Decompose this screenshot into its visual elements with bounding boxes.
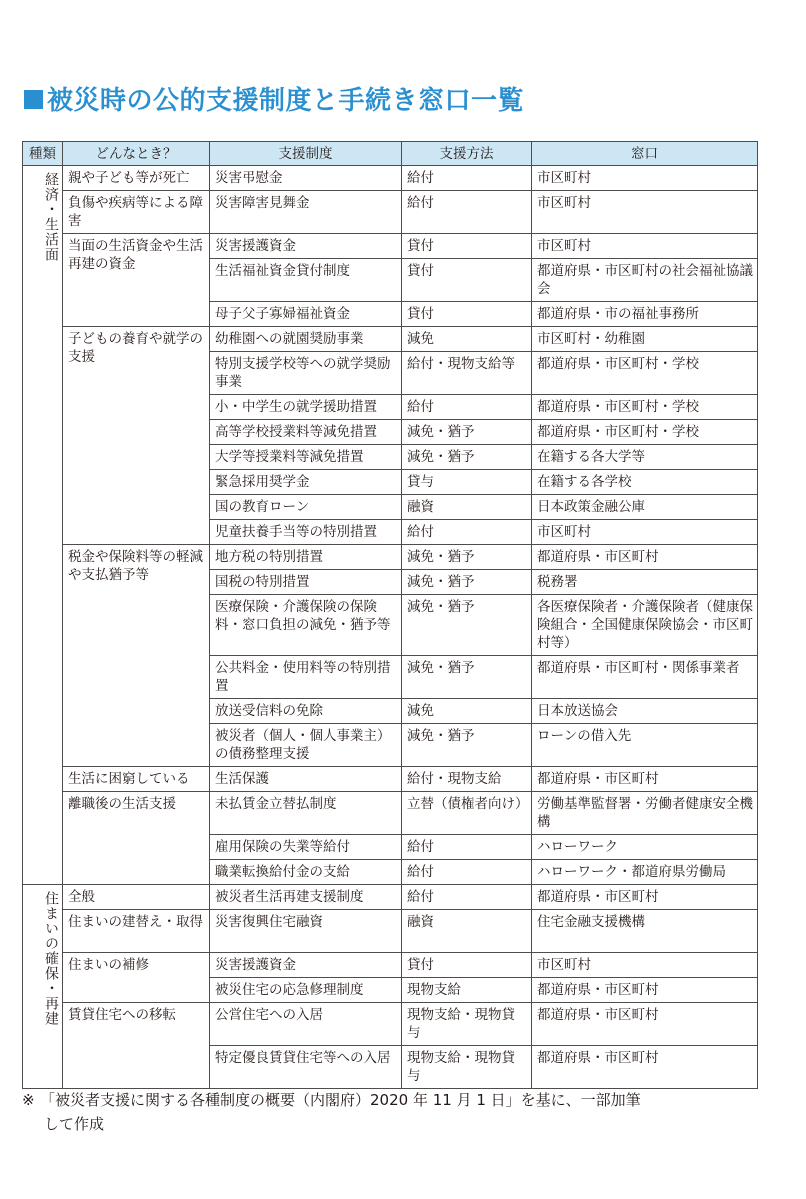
table-row [23, 166, 758, 191]
method-cell: 給付 [402, 395, 532, 420]
office-cell: 都道府県・市区町村・関係事業者 [532, 656, 758, 699]
office-cell: 市区町村 [532, 166, 758, 191]
program-cell: 未払賃金立替払制度 [210, 792, 402, 835]
category-cell: 住まいの確保・再建 [23, 885, 63, 1089]
when-cell: 親や子ども等が死亡 [63, 166, 210, 191]
office-cell: 日本放送協会 [532, 699, 758, 724]
office-cell: 在籍する各大学等 [532, 445, 758, 470]
program-cell: 特定優良賃貸住宅等への入居 [210, 1046, 402, 1089]
program-cell: 国税の特別措置 [210, 570, 402, 595]
method-cell: 貸付 [402, 302, 532, 327]
program-cell: 放送受信料の免除 [210, 699, 402, 724]
office-cell: 都道府県・市区町村 [532, 978, 758, 1003]
program-cell: 公共料金・使用料等の特別措置 [210, 656, 402, 699]
office-cell: ハローワーク・都道府県労働局 [532, 860, 758, 885]
method-cell: 貸付 [402, 259, 532, 302]
method-cell: 減免 [402, 327, 532, 352]
when-cell: 住まいの建替え・取得 [63, 910, 210, 953]
table-header-row [23, 142, 758, 166]
method-cell: 給付 [402, 885, 532, 910]
program-cell: 被災者（個人・個人事業主）の債務整理支援 [210, 724, 402, 767]
header-program: 支援制度 [210, 142, 402, 166]
method-cell: 現物支給 [402, 978, 532, 1003]
page-title-text: 被災時の公的支援制度と手続き窓口一覧 [47, 86, 525, 116]
method-cell: 現物支給・現物貸与 [402, 1003, 532, 1046]
when-cell: 子どもの養育や就学の支援 [63, 327, 210, 545]
when-cell: 住まいの補修 [63, 953, 210, 1003]
footnote-line-2: して作成 [44, 1115, 105, 1133]
program-cell: 災害障害見舞金 [210, 191, 402, 234]
method-cell: 給付 [402, 166, 532, 191]
when-cell: 賃貸住宅への移転 [63, 1003, 210, 1089]
office-cell: 市区町村 [532, 191, 758, 234]
program-cell: 被災者生活再建支援制度 [210, 885, 402, 910]
program-cell: 職業転換給付金の支給 [210, 860, 402, 885]
table-row [23, 767, 758, 792]
method-cell: 貸与 [402, 470, 532, 495]
office-cell: 日本政策金融公庫 [532, 495, 758, 520]
program-cell: 被災住宅の応急修理制度 [210, 978, 402, 1003]
office-cell: 都道府県・市区町村・学校 [532, 395, 758, 420]
program-cell: 医療保険・介護保険の保険料・窓口負担の減免・猶予等 [210, 595, 402, 656]
office-cell: 都道府県・市の福祉事務所 [532, 302, 758, 327]
method-cell: 貸付 [402, 953, 532, 978]
office-cell: 都道府県・市区町村 [532, 1003, 758, 1046]
program-cell: 小・中学生の就学援助措置 [210, 395, 402, 420]
office-cell: ハローワーク [532, 835, 758, 860]
program-cell: 母子父子寡婦福祉資金 [210, 302, 402, 327]
program-cell: 大学等授業料等減免措置 [210, 445, 402, 470]
header-when: どんなとき？ [63, 142, 210, 166]
office-cell: 都道府県・市区町村 [532, 1046, 758, 1089]
method-cell: 減免・猶予 [402, 420, 532, 445]
office-cell: 都道府県・市区町村 [532, 767, 758, 792]
method-cell: 減免・猶予 [402, 545, 532, 570]
method-cell: 現物支給・現物貸与 [402, 1046, 532, 1089]
program-cell: 生活保護 [210, 767, 402, 792]
program-cell: 災害復興住宅融資 [210, 910, 402, 953]
office-cell: 市区町村 [532, 234, 758, 259]
header-method: 支援方法 [402, 142, 532, 166]
when-cell: 税金や保険料等の軽減や支払猶予等 [63, 545, 210, 767]
method-cell: 給付 [402, 520, 532, 545]
footnote-line-1: 「被災者支援に関する各種制度の概要（内閣府）2020 年 11 月 1 日」を基に、一部加筆 [40, 1091, 641, 1109]
method-cell: 減免・猶予 [402, 445, 532, 470]
office-cell: 市区町村・幼稚園 [532, 327, 758, 352]
program-cell: 生活福祉資金貸付制度 [210, 259, 402, 302]
method-cell: 減免・猶予 [402, 595, 532, 656]
office-cell: 税務署 [532, 570, 758, 595]
office-cell: 市区町村 [532, 520, 758, 545]
table-row [23, 953, 758, 978]
method-cell: 立替（債権者向け） [402, 792, 532, 835]
category-cell: 経済・生活面 [23, 166, 63, 885]
when-cell: 当面の生活資金や生活再建の資金 [63, 234, 210, 327]
method-cell: 減免・猶予 [402, 570, 532, 595]
office-cell: 在籍する各学校 [532, 470, 758, 495]
header-type: 種類 [23, 142, 63, 166]
method-cell: 減免 [402, 699, 532, 724]
method-cell: 貸付 [402, 234, 532, 259]
table-row [23, 191, 758, 234]
method-cell: 融資 [402, 495, 532, 520]
program-cell: 国の教育ローン [210, 495, 402, 520]
when-cell: 生活に困窮している [63, 767, 210, 792]
method-cell: 給付・現物支給 [402, 767, 532, 792]
table-row [23, 885, 758, 910]
method-cell: 給付 [402, 860, 532, 885]
program-cell: 緊急採用奨学金 [210, 470, 402, 495]
office-cell: 都道府県・市区町村の社会福祉協議会 [532, 259, 758, 302]
office-cell: ローンの借入先 [532, 724, 758, 767]
footnote-mark: ※ [22, 1091, 35, 1109]
footnote [22, 1088, 762, 1136]
support-programs-table [22, 141, 758, 1089]
office-cell: 各医療保険者・介護保険者（健康保険組合・全国健康保険協会・市区町村等） [532, 595, 758, 656]
page-title [24, 80, 524, 117]
method-cell: 給付 [402, 835, 532, 860]
office-cell: 住宅金融支援機構 [532, 910, 758, 953]
office-cell: 市区町村 [532, 953, 758, 978]
method-cell: 給付・現物支給等 [402, 352, 532, 395]
method-cell: 融資 [402, 910, 532, 953]
table-row [23, 910, 758, 953]
program-cell: 児童扶養手当等の特別措置 [210, 520, 402, 545]
table-row [23, 327, 758, 352]
program-cell: 地方税の特別措置 [210, 545, 402, 570]
office-cell: 労働基準監督署・労働者健康安全機構 [532, 792, 758, 835]
office-cell: 都道府県・市区町村 [532, 885, 758, 910]
program-cell: 高等学校授業料等減免措置 [210, 420, 402, 445]
office-cell: 都道府県・市区町村・学校 [532, 420, 758, 445]
program-cell: 公営住宅への入居 [210, 1003, 402, 1046]
program-cell: 災害援護資金 [210, 234, 402, 259]
table-row [23, 545, 758, 570]
office-cell: 都道府県・市区町村・学校 [532, 352, 758, 395]
program-cell: 災害弔慰金 [210, 166, 402, 191]
header-office: 窓口 [532, 142, 758, 166]
table-row [23, 234, 758, 259]
method-cell: 減免・猶予 [402, 656, 532, 699]
when-cell: 全般 [63, 885, 210, 910]
method-cell: 減免・猶予 [402, 724, 532, 767]
method-cell: 給付 [402, 191, 532, 234]
program-cell: 雇用保険の失業等給付 [210, 835, 402, 860]
when-cell: 負傷や疾病等による障害 [63, 191, 210, 234]
table-row [23, 1003, 758, 1046]
program-cell: 幼稚園への就園奨励事業 [210, 327, 402, 352]
title-square-marker [24, 90, 43, 109]
office-cell: 都道府県・市区町村 [532, 545, 758, 570]
program-cell: 特別支援学校等への就学奨励事業 [210, 352, 402, 395]
program-cell: 災害援護資金 [210, 953, 402, 978]
when-cell: 離職後の生活支援 [63, 792, 210, 885]
table-row [23, 792, 758, 835]
